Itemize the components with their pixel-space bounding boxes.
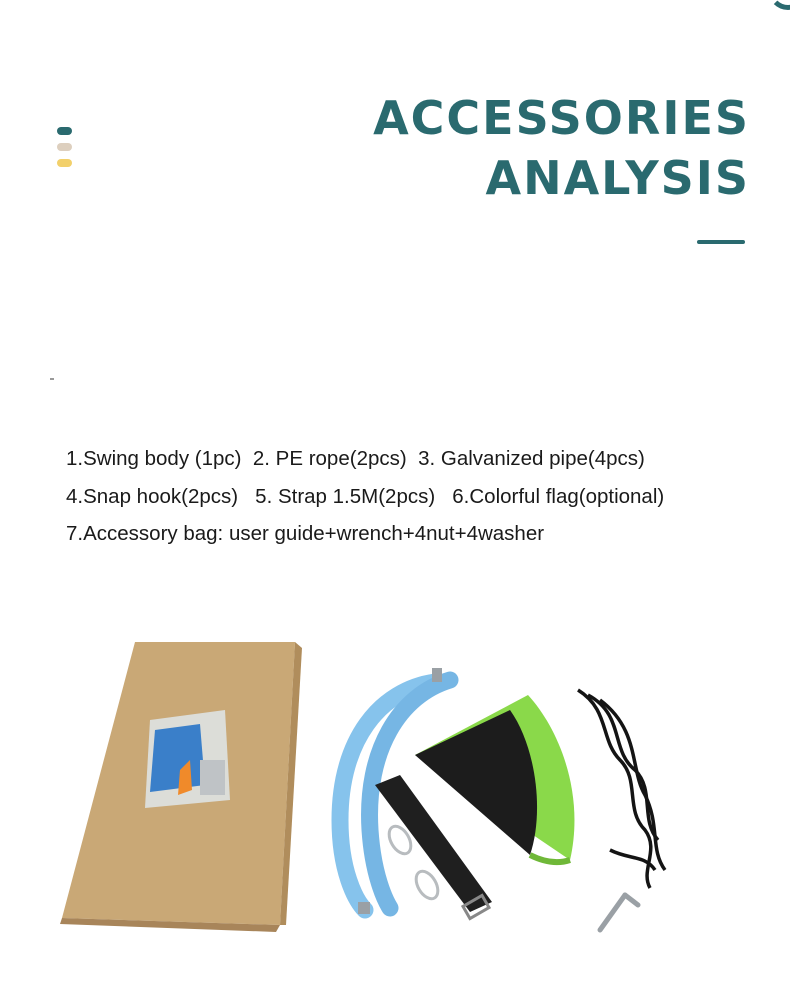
page-title: [373, 88, 750, 208]
wrench: [600, 895, 638, 930]
pe-rope: [578, 690, 665, 888]
dot-beige: [57, 143, 72, 151]
accessory-bag: [145, 710, 230, 808]
product-photo: [40, 620, 760, 960]
artifact-mark: [50, 378, 54, 380]
decorative-dots: [57, 127, 72, 175]
accessories-list: [66, 440, 766, 553]
title-line-2: ANALYSIS: [485, 151, 750, 205]
accessories-line-2: 4.Snap hook(2pcs) 5. Strap 1.5M(2pcs) 6.Colorful flag(optional): [66, 484, 665, 508]
title-line-1: ACCESSORIES: [373, 91, 750, 145]
dot-teal: [57, 127, 72, 135]
dot-yellow: [57, 159, 72, 167]
corner-decoration: [768, 0, 790, 10]
accessories-line-3: 7.Accessory bag: user guide+wrench+4nut+4washer: [66, 522, 545, 545]
title-underline: [697, 240, 745, 244]
accessories-line-1: 1.Swing body (1pc) 2. PE rope(2pcs) 3. Galvanized pipe(4pcs): [66, 447, 645, 470]
